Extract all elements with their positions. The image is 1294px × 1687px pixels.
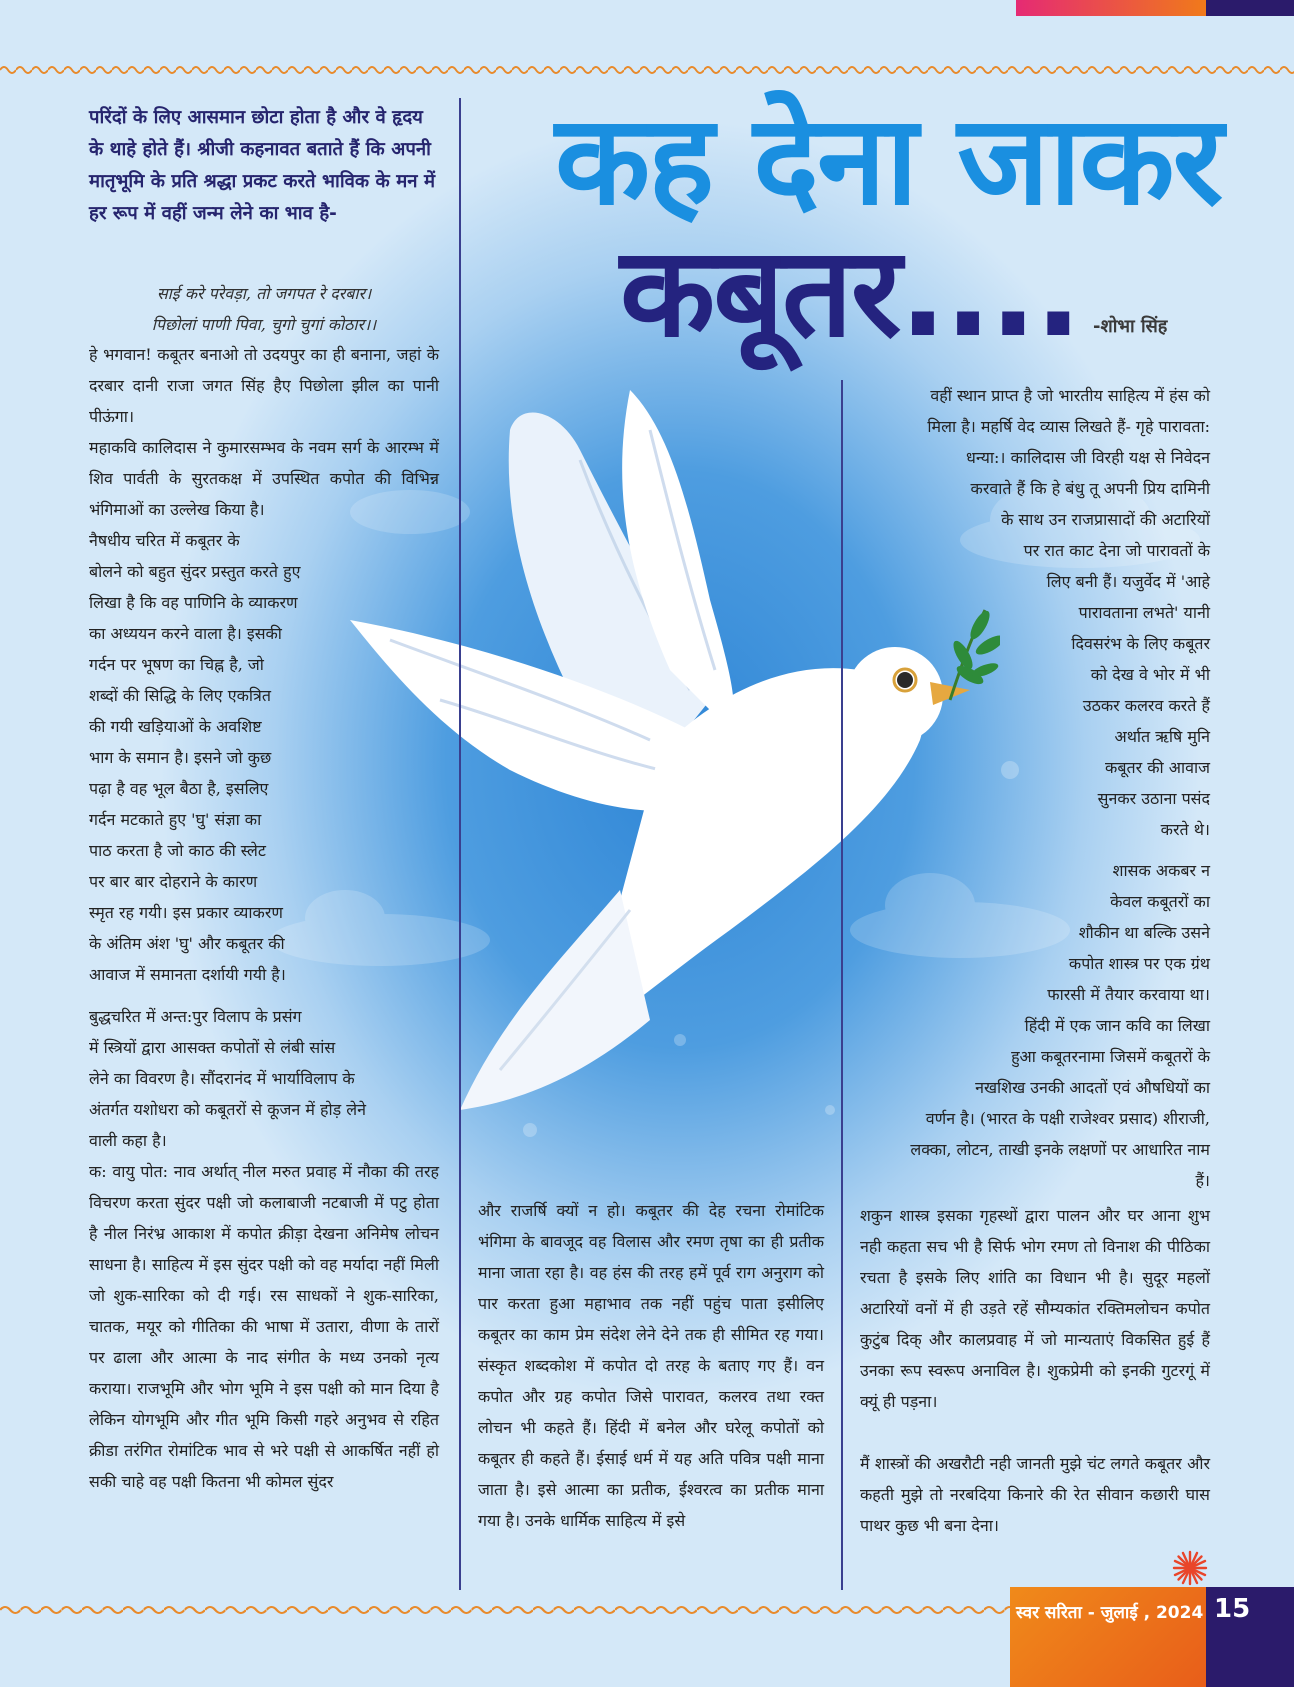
left-paragraph-1: हे भगवान! कबूतर बनाओ तो उदयपुर का ही बनाना, जहां के दरबार दानी राजा जगत सिंह हैए पिछोला झील का पानी पीऊंगा। [89, 345, 439, 426]
right-paragraph-4: मैं शास्त्रों की अखरौटी नही जानती मुझे चंट लगते कबूतर और कहती मुझे तो नरबदिया किनारे की रेत सीवान कछारी घास पाथर कुछ भी बना देना। [860, 1454, 1210, 1535]
right-paragraph-3: शकुन शास्त्र इसका गृहस्थों द्वारा पालन और घर आना शुभ नही कहता सच भी है सिर्फ भोग रमण तो विनाश की पीठिका रचता है इसके लिए शांति का विधान भी है। सुदूर महलों अटारियों वनों में ही उड़ते रहें सौम्यकांत रक्तिमलोचन कपोत कुटुंब दिक् और कालप्रवाह में जो मान्यताएं विकसित हुई हैं उनका रूप स्वरूप अनाविल है। शुकप्रेमी को इनकी गुटरगूं में क्यूं ही पड़ना। [860, 1206, 1210, 1411]
left-paragraph-2-top: महाकवि कालिदास ने कुमारसम्भव के नवम सर्ग के आरम्भ में शिव पार्वती के सुरतकक्ष में उपस्थित कपोत की विभिन्न भंगिमाओं का उल्लेख किया है। [89, 438, 439, 519]
right-paragraph-1: वहीं स्थान प्राप्त है जो भारतीय साहित्य में हंस को मिला है। महर्षि वेद व्यास लिखते हैं- गृहे पारावता: धन्या:। कालिदास जी विरही यक्ष से निवेदन करवाते हैं कि हे बंधु तू अपनी प्रिय दामिनी के साथ उन राजप्रासादों की अटारियों पर रात काट देना जो पारावतों के लिए बनी हैं। यजुर्वेद में 'आहे पारावताना लभते' यानी दिवसरंभ के लिए कबूतर को देख वे भोर में भी उठकर कलरव करते हैं अर्थात ऋषि मुनि कबूतर की आवाज सुनकर उठाना पसंद करते थे। [927, 386, 1210, 839]
end-ornament-icon [1172, 1550, 1208, 1586]
right-paragraph-2: शासक अकबर न केवल कबूतरों का शौकीन था बल्कि उसने कपोत शास्त्र पर एक ग्रंथ फारसी में तैयार करवाया था। हिंदी में एक जान कवि का लिखा हुआ कबूतरनामा जिसमें कबूतरों के नखशिख उनकी आदतों एवं औषधियों का वर्णन है। (भारत के पक्षी राजेश्वर प्रसाद) शीराजी, लक्का, लोटन, ताखी इनके लक्षणों पर आधारित नाम हैं। [910, 861, 1210, 1190]
footer-magazine-name: स्वर सरिता - जुलाई , 2024 [1016, 1603, 1204, 1623]
author-byline: -शोभा सिंह [1093, 316, 1168, 337]
headline-line-2: कबूतर.... [620, 221, 1080, 365]
intro-paragraph: परिंदों के लिए आसमान छोटा होता है और वे हृदय के थाहे होते हैं। श्रीजी कहनावत बताते हैं कि अपनी मातृभूमि के प्रति श्रद्धा प्रकट करते भाविक के मन में हर रूप में वहीं जन्म लेने का भाव है- [89, 107, 436, 224]
couplet-line-2: पिछोलां पाणी पिवा, चुगो चुगां कोठार।। [151, 315, 377, 334]
column-rule-right [841, 380, 843, 1590]
column-rule-left [459, 98, 461, 1590]
left-paragraph-2-narrow: नैषधीय चरित में कबूतर के बोलने को बहुत सुंदर प्रस्तुत करते हुए लिखा है कि वह पाणिनि के व्याकरण का अध्ययन करने वाला है। इसकी गर्दन पर भूषण का चिह्न है, जो शब्दों की सिद्धि के लिए एकत्रित की गयी खड़ियाओं के अवशिष्ट भाग के समान है। इसने जो कुछ पढ़ा है वह भूल बैठा है, इसलिए गर्दन मटकाते हुए 'घु' संज्ञा का पाठ करता है जो काठ की स्लेट पर बार बार दोहराने के कारण स्मृत रह गयी। इस प्रकार व्याकरण के अंतिम अंश 'घु' और कबूतर की आवाज में समानता दर्शायी गयी है। [89, 531, 301, 984]
left-paragraph-4: क: वायु पोत: नाव अर्थात् नील मरुत प्रवाह में नौका की तरह विचरण करता सुंदर पक्षी जो कलाबाजी नटबाजी में पटु होता है नील निरंभ्र आकाश में कपोत क्रीड़ा देखना अनिमेष लोचन साधना है। साहित्य में इस सुंदर पक्षी को वह मर्यादा नहीं मिली जो शुक-सारिका को दी गई। रस साधकों ने शुक-सारिका, चातक, मयूर को गीतिका की भाषा में उतारा, वीणा के तारों पर ढाला और आत्मा के नाद संगीत के मध्य उनको नृत्य कराया। राजभूमि और भोग भूमि ने इस पक्षी को मान दिया है लेकिन योगभूमि और गीत भूमि किसी गहरे अनुभव से रहित क्रीडा तरंगित रोमांटिक भाव से भरे पक्षी से आकर्षित नहीं हो सकी चाहे वह पक्षी कितना भी कोमल सुंदर [89, 1162, 439, 1491]
middle-paragraph-1: और राजर्षि क्यों न हो। कबूतर की देह रचना रोमांटिक भंगिमा के बावजूद वह विलास और रमण तृषा का ही प्रतीक माना जाता रहा है। वह हंस की तरह हमें पूर्व राग अनुराग को पार करता हुआ महाभाव तक नहीं पहुंच पाता इसीलिए कबूतर का काम प्रेम संदेश लेने देने तक ही सीमित रह गया। संस्कृत शब्दकोश में कपोत दो तरह के बताए गए हैं। वन कपोत और ग्रह कपोत जिसे पारावत, कलरव तथा रक्त लोचन भी कहते हैं। हिंदी में बनेल और घरेलू कपोतों को कबूतर ही कहते हैं। ईसाई धर्म में यह अति पवित्र पक्षी माना जाता है। इसे आत्मा का प्रतीक, ईश्वरत्व का प्रतीक माना गया है। उनके धार्मिक साहित्य में इसे [478, 1201, 824, 1530]
headline-line-1: कह देना जाकर [555, 89, 1222, 233]
couplet-line-1: साई करे परेवड़ा, तो जगपत रे दरबार। [156, 284, 372, 303]
page-number: 15 [1214, 1594, 1251, 1624]
left-paragraph-3: बुद्धचरित में अन्त:पुर विलाप के प्रसंग में स्त्रियों द्वारा आसक्त कपोतों से लंबी सांस लेने का विवरण है। सौंदरानंद में भार्याविलाप के अंतर्गत यशोधरा को कबूतरों से कूजन में होड़ लेने वाली कहा है। [89, 1007, 367, 1150]
